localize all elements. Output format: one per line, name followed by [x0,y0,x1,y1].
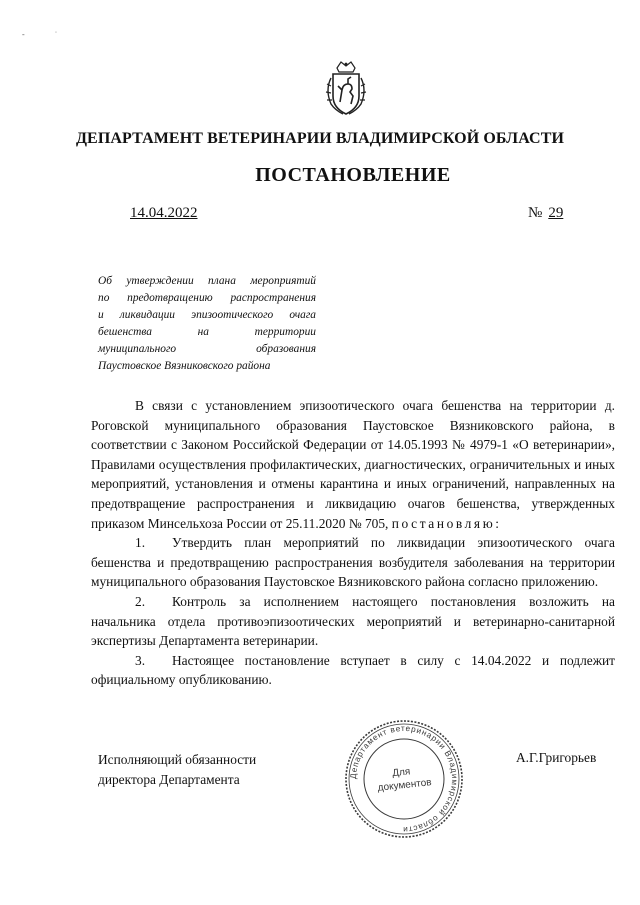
document-number [528,205,563,222]
decree-word: постановляю: [391,515,502,531]
svg-text:Департамент ветеринарии Владим [349,724,459,834]
item-number: 1. [135,535,146,551]
signatory-name: А.Г.Григорьев [516,750,597,765]
stamp-center-line2: документов [377,777,433,794]
number-value: 29 [548,205,564,221]
subject-line: по предотвращению распространения [98,292,316,304]
stamp-ring-text: Департамент ветеринарии Владимирской области [348,723,460,835]
subject-line: Об утверждении плана мероприятий [98,275,316,287]
subject-line: и ликвидации эпизоотического очага [98,309,316,321]
department-name: ДЕПАРТАМЕНТ ВЕТЕРИНАРИИ ВЛАДИМИРСКОЙ ОБЛАСТИ [75,130,565,147]
preamble-text: В связи с установлением эпизоотического очага бешенства на территории д. Роговской муниципального образования Паустовское Вязниковского района, в соответствии с Законом Российской Федерации от 14.05.1993 № 4979-1 «О ветеринарии», Правилами осуществления профилактических, диагностических, ограничительных и иных мероприятий, установления и отмены карантина и иных ограничений, направленных на предотвращение распространения и ликвидацию очагов бешенства, утвержденных приказом Минсельхоза России от 25.11.2020 № 705, [91,398,615,531]
decree-item [91,651,615,690]
decree-item [91,592,615,651]
item-text: Контроль за исполнением настоящего постановления возложить на начальника отдела противоэпизоотических мероприятий и ветеринарно-санитарной экспертизы Департамента ветеринарии. [91,593,615,649]
document-subject [98,273,316,375]
document-type: ПОСТАНОВЛЕНИЕ [255,164,451,186]
decree-item [91,533,615,592]
position-line: директора Департамента [98,772,240,787]
signatory-position [98,750,256,790]
stamp-center-line1: Для [391,766,411,780]
subject-line: муниципального образования [98,343,316,355]
document-date: 14.04.2022 [130,205,198,221]
item-number: 2. [135,593,146,609]
item-text: Настоящее постановление вступает в силу с 14.04.2022 и подлежит официальному опубликованию. [91,652,615,688]
preamble-paragraph [91,396,615,533]
subject-line: Паустовское Вязниковского района [98,360,271,372]
item-text: Утвердить план мероприятий по ликвидации эпизоотического очага бешенства и предотвращению распространения возбудителя заболевания на территории муниципального образования Паустовское Вязниковского района согласно приложению. [91,535,615,590]
item-number: 3. [135,652,146,668]
position-line: Исполняющий обязанности [98,752,257,767]
scan-marks: ‑ ˙ [22,30,72,39]
coat-of-arms-icon [323,60,369,118]
subject-line: бешенства на территории [98,326,316,338]
document-body [91,396,615,690]
official-stamp [342,717,466,841]
number-label: № [528,205,543,221]
